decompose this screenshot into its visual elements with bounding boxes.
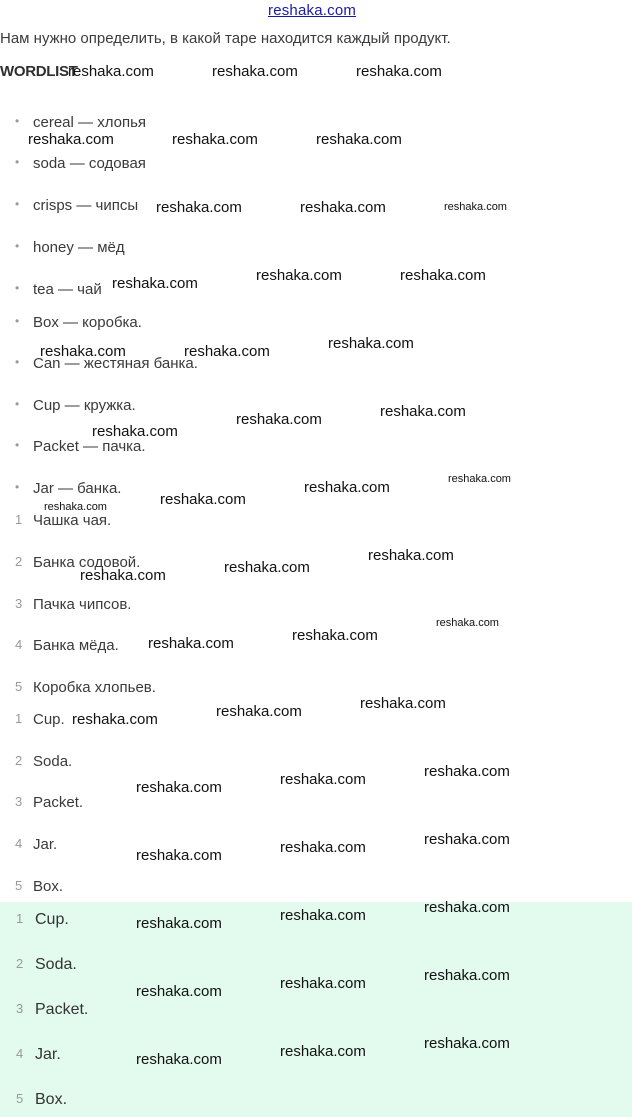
watermark: reshaka.com — [424, 967, 510, 984]
watermark: reshaka.com — [356, 63, 442, 80]
bullet-icon: • — [15, 397, 20, 411]
watermark: reshaka.com — [304, 479, 390, 496]
translation-text: Чашка чая. — [33, 512, 112, 529]
item-number: 1 — [15, 512, 23, 527]
wordlist-item-text: Cup — кружка. — [33, 397, 136, 414]
answer-box-text: Cup. — [35, 911, 69, 928]
watermark: reshaka.com — [148, 635, 234, 652]
bullet-icon: • — [15, 281, 20, 295]
watermark: reshaka.com — [444, 201, 507, 213]
watermark: reshaka.com — [172, 131, 258, 148]
item-number: 5 — [15, 878, 23, 893]
watermark: reshaka.com — [68, 63, 154, 80]
item-number: 4 — [15, 637, 23, 652]
watermark: reshaka.com — [368, 547, 454, 564]
watermark: reshaka.com — [424, 763, 510, 780]
watermark: reshaka.com — [328, 335, 414, 352]
translation-text: Пачка чипсов. — [33, 596, 132, 613]
watermark: reshaka.com — [28, 131, 114, 148]
item-number: 5 — [15, 679, 23, 694]
watermark: reshaka.com — [72, 711, 158, 728]
watermark: reshaka.com — [136, 779, 222, 796]
watermark: reshaka.com — [136, 847, 222, 864]
watermark: reshaka.com — [44, 501, 107, 513]
watermark: reshaka.com — [436, 617, 499, 629]
bullet-icon: • — [15, 114, 20, 128]
item-number: 1 — [15, 711, 23, 726]
item-number: 3 — [15, 794, 23, 809]
bullet-icon: • — [15, 438, 20, 452]
wordlist-item-text: Jar — банка. — [33, 480, 122, 497]
watermark: reshaka.com — [80, 567, 166, 584]
answer-text: Packet. — [33, 794, 84, 811]
watermark: reshaka.com — [216, 703, 302, 720]
watermark: reshaka.com — [424, 1035, 510, 1052]
watermark: reshaka.com — [212, 63, 298, 80]
watermark: reshaka.com — [280, 907, 366, 924]
wordlist-item-text: crisps — чипсы — [33, 197, 139, 214]
watermark: reshaka.com — [280, 839, 366, 856]
site-link[interactable]: reshaka.com — [268, 2, 357, 19]
answer-box-text: Box. — [35, 1091, 68, 1108]
watermark: reshaka.com — [448, 473, 511, 485]
bullet-icon: • — [15, 197, 20, 211]
bullet-icon: • — [15, 480, 20, 494]
watermark: reshaka.com — [136, 983, 222, 1000]
watermark: reshaka.com — [280, 771, 366, 788]
wordlist-item-text: soda — содовая — [33, 155, 146, 172]
wordlist-title: WORDLIST — [0, 63, 78, 80]
watermark: reshaka.com — [112, 275, 198, 292]
watermark: reshaka.com — [224, 559, 310, 576]
answer-text: Jar. — [33, 836, 58, 853]
watermark: reshaka.com — [316, 131, 402, 148]
item-number: 4 — [15, 836, 23, 851]
watermark: reshaka.com — [136, 1051, 222, 1068]
wordlist-item-text: Can — жестяная банка. — [33, 355, 198, 372]
watermark: reshaka.com — [292, 627, 378, 644]
translation-text: Банка содовой. — [33, 554, 141, 571]
watermark: reshaka.com — [400, 267, 486, 284]
answer-box-text: Jar. — [35, 1046, 61, 1063]
item-number: 2 — [15, 753, 23, 768]
watermark: reshaka.com — [280, 1043, 366, 1060]
wordlist-item-text: tea — чай — [33, 281, 102, 298]
answer-text: Cup. — [33, 711, 65, 728]
watermark: reshaka.com — [160, 491, 246, 508]
item-number: 3 — [15, 596, 23, 611]
item-number: 1 — [16, 911, 24, 926]
bullet-icon: • — [15, 239, 20, 253]
watermark: reshaka.com — [256, 267, 342, 284]
watermark: reshaka.com — [136, 915, 222, 932]
item-number: 2 — [15, 554, 23, 569]
item-number: 3 — [16, 1001, 24, 1016]
item-number: 5 — [16, 1091, 24, 1106]
answer-box — [0, 902, 632, 1117]
answer-text: Box. — [33, 878, 64, 895]
wordlist-item-text: cereal — хлопья — [33, 114, 147, 131]
answer-box-text: Soda. — [35, 956, 77, 973]
bullet-icon: • — [15, 314, 20, 328]
watermark: reshaka.com — [184, 343, 270, 360]
item-number: 2 — [16, 956, 24, 971]
wordlist-item-text: Box — коробка. — [33, 314, 142, 331]
intro-text: Нам нужно определить, в какой таре находится каждый продукт. — [0, 30, 451, 47]
bullet-icon: • — [15, 155, 20, 169]
answer-text: Soda. — [33, 753, 73, 770]
watermark: reshaka.com — [300, 199, 386, 216]
bullet-icon: • — [15, 355, 20, 369]
wordlist-item-text: honey — мёд — [33, 239, 125, 256]
wordlist-item-text: Packet — пачка. — [33, 438, 146, 455]
translation-text: Коробка хлопьев. — [33, 679, 156, 696]
watermark: reshaka.com — [92, 423, 178, 440]
watermark: reshaka.com — [156, 199, 242, 216]
watermark: reshaka.com — [360, 695, 446, 712]
watermark: reshaka.com — [236, 411, 322, 428]
translation-text: Банка мёда. — [33, 637, 119, 654]
watermark: reshaka.com — [424, 831, 510, 848]
watermark: reshaka.com — [40, 343, 126, 360]
answer-box-text: Packet. — [35, 1001, 89, 1018]
watermark: reshaka.com — [424, 899, 510, 916]
watermark: reshaka.com — [380, 403, 466, 420]
watermark: reshaka.com — [280, 975, 366, 992]
item-number: 4 — [16, 1046, 24, 1061]
